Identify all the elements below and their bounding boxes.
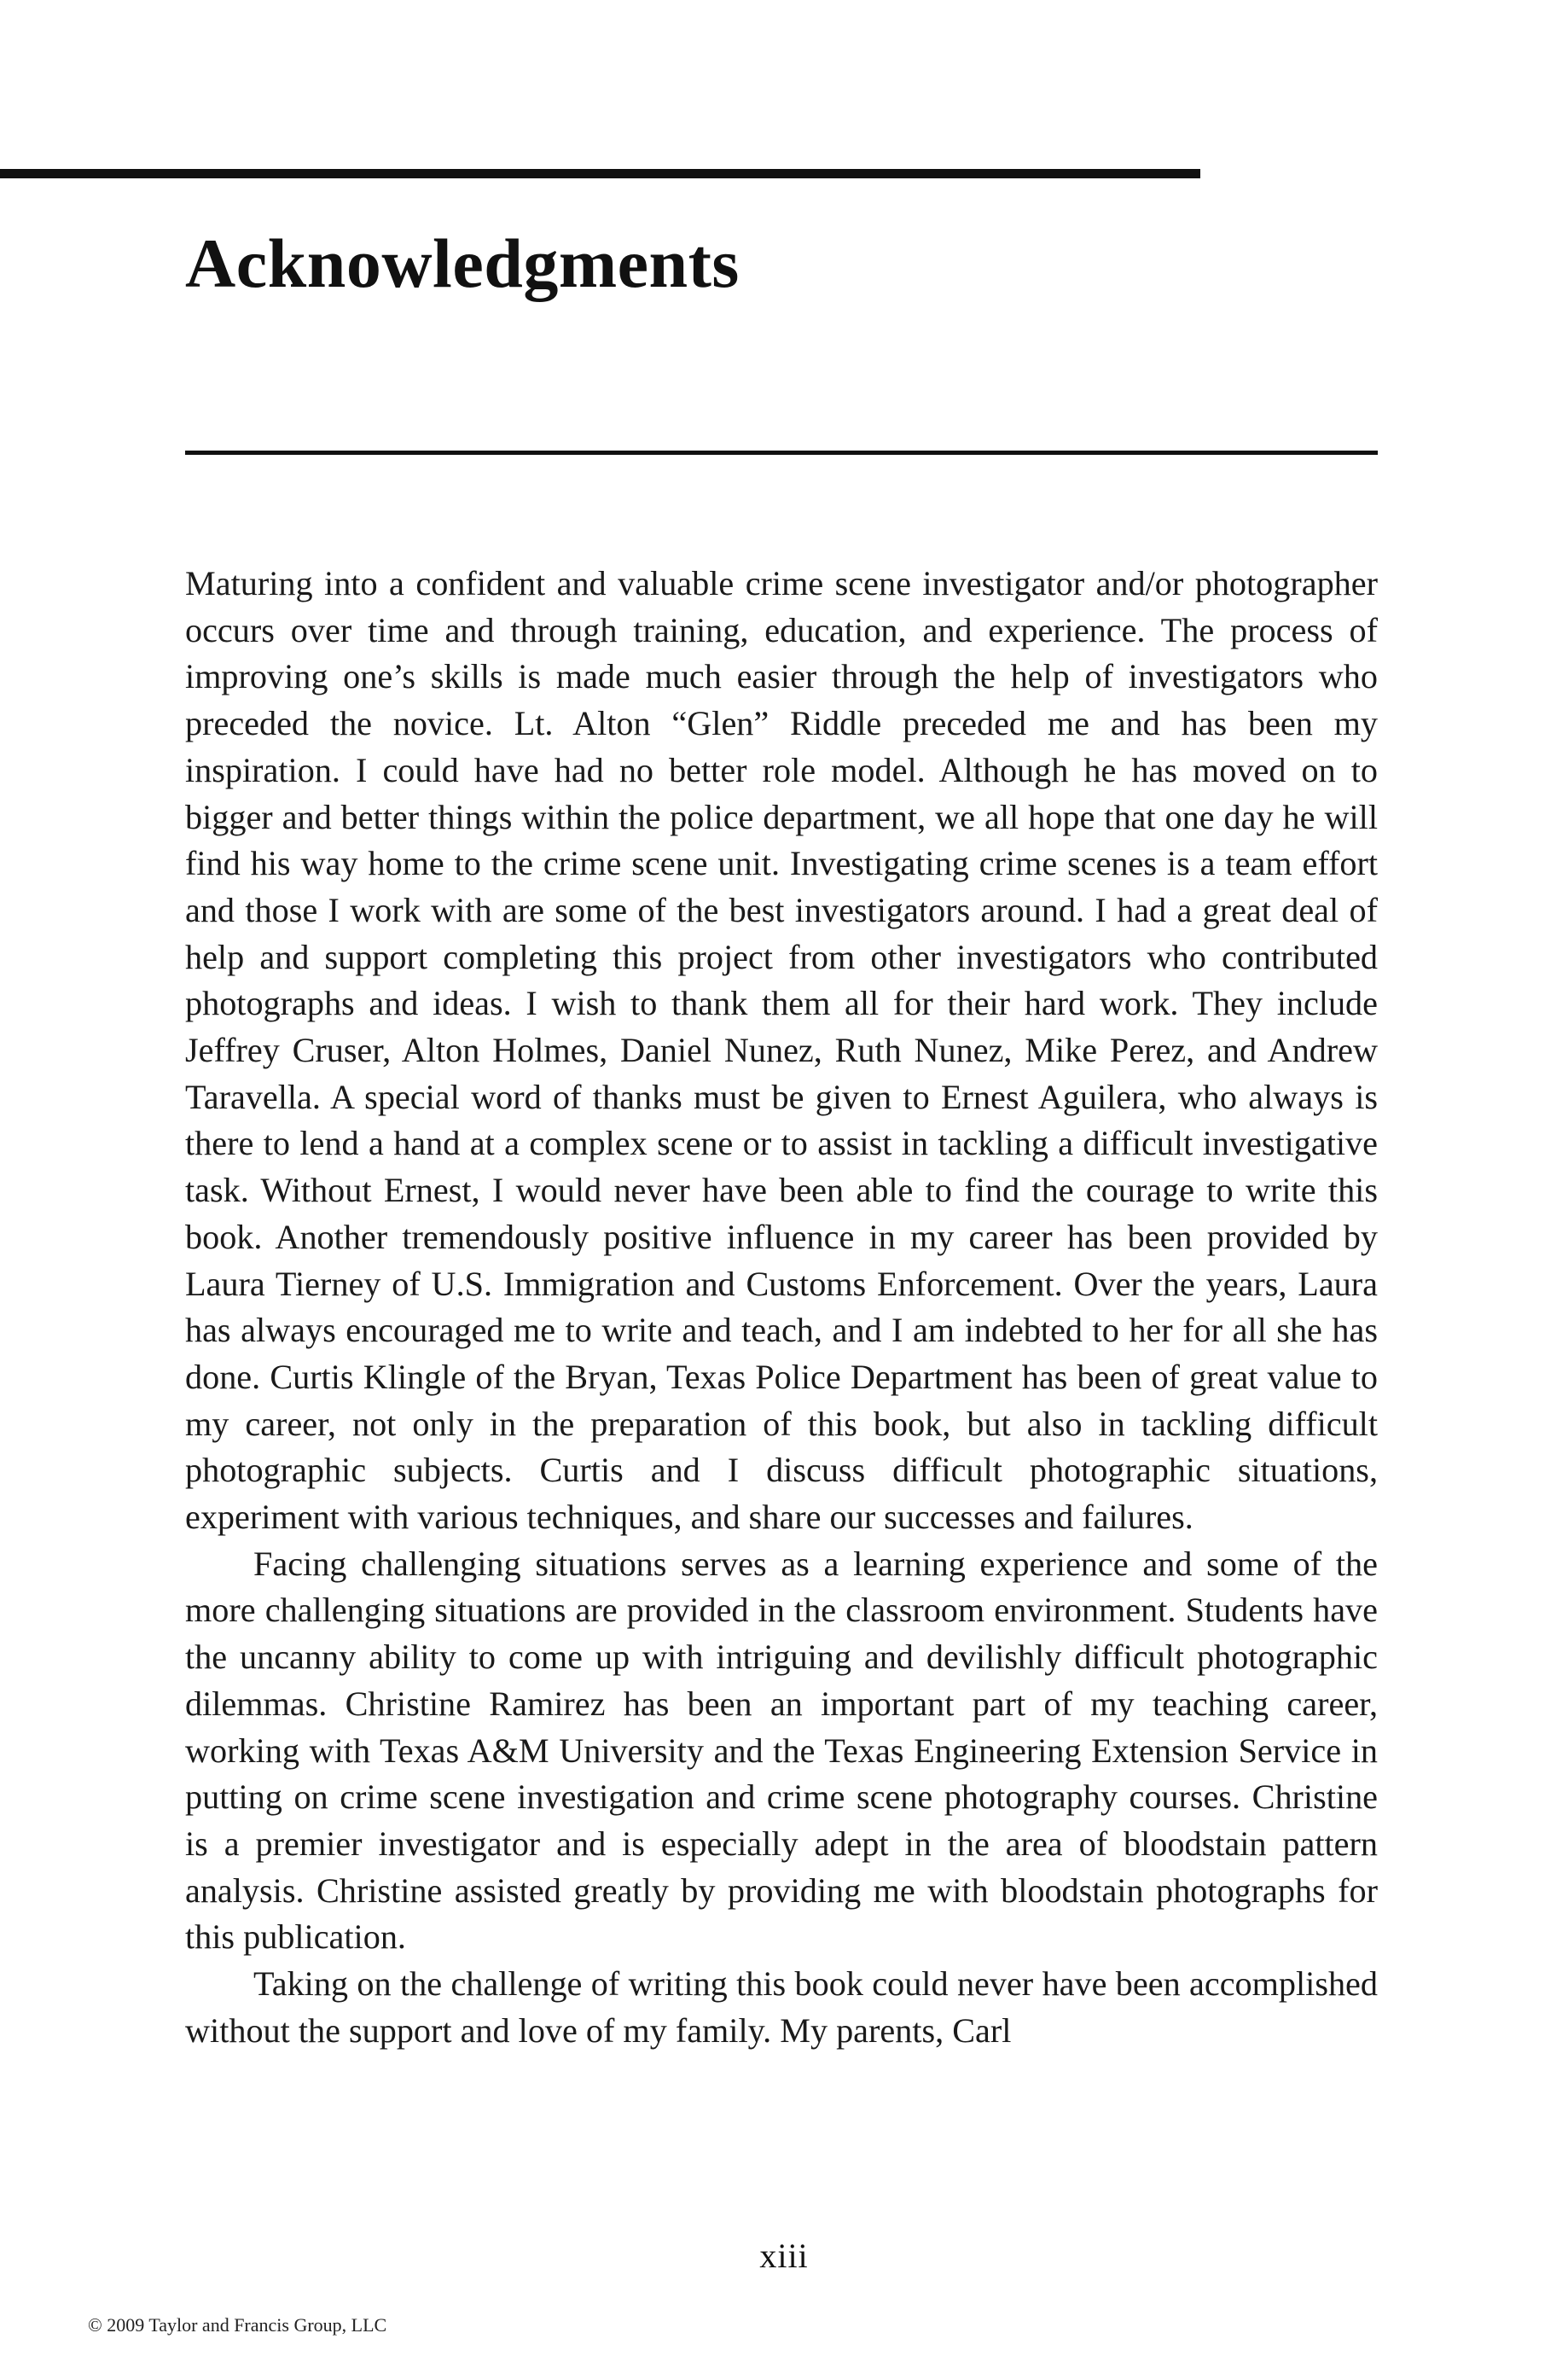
body-text xyxy=(185,561,1378,2055)
paragraph: Facing challenging situations serves as a learning experience and some of the more challenging situations are provided in the classroom environment. Students have the uncanny ability to come up with intriguing and devilishly difficult photographic dilemmas. Christine Ramirez has been an important part of my teaching career, working with Texas A&M University and the Texas Engineering Extension Service in putting on crime scene investigation and crime scene photography courses. Christine is a premier investigator and is especially adept in the area of bloodstain pattern analysis. Christine assisted greatly by providing me with bloodstain photographs for this publication. xyxy=(185,1544,1378,1957)
top-rule xyxy=(0,169,1200,178)
paragraph: Maturing into a confident and valuable crime scene investigator and/or photographer occurs over time and through training, education, and experience. The process of improving one’s skills is made much easier through the help of investigators who preceded the novice. Lt. Alton “Glen” Riddle preceded me and has been my inspiration. I could have had no better role model. Although he has moved on to bigger and better things within the police department, we all hope that one day he will find his way home to the crime scene unit. Investigating crime scenes is a team effort and those I work with are some of the best investigators around. I had a great deal of help and support completing this project from other investigators who contributed photographs and ideas. I wish to thank them all for their hard work. They include Jeffrey Cruser, Alton Holmes, Daniel Nunez, Ruth Nunez, Mike Perez, and Andrew Taravella. A special word of thanks must be given to Ernest Aguilera, who always is there to lend a hand at a complex scene or to assist in tackling a difficult investigative task. Without Ernest, I would never have been able to find the courage to write this book. Another tremendously positive influence in my career has been provided by Laura Tierney of U.S. Immigration and Customs Enforcement. Over the years, Laura has always encouraged me to write and teach, and I am indebted to her for all she has done. Curtis Klingle of the Bryan, Texas Police Department has been of great value to my career, not only in the preparation of this book, but also in tackling difficult photographic subjects. Curtis and I discuss difficult photographic situations, experiment with various techniques, and share our successes and failures. xyxy=(185,564,1378,1537)
paragraph: Taking on the challenge of writing this book could never have been accomplished without the support and love of my family. My parents, Carl xyxy=(185,1964,1378,2050)
title-underline-rule xyxy=(185,451,1378,455)
page-number: xiii xyxy=(759,2237,809,2275)
copyright-notice: © 2009 Taylor and Francis Group, LLC xyxy=(88,2314,387,2336)
page-title: Acknowledgments xyxy=(185,224,740,302)
